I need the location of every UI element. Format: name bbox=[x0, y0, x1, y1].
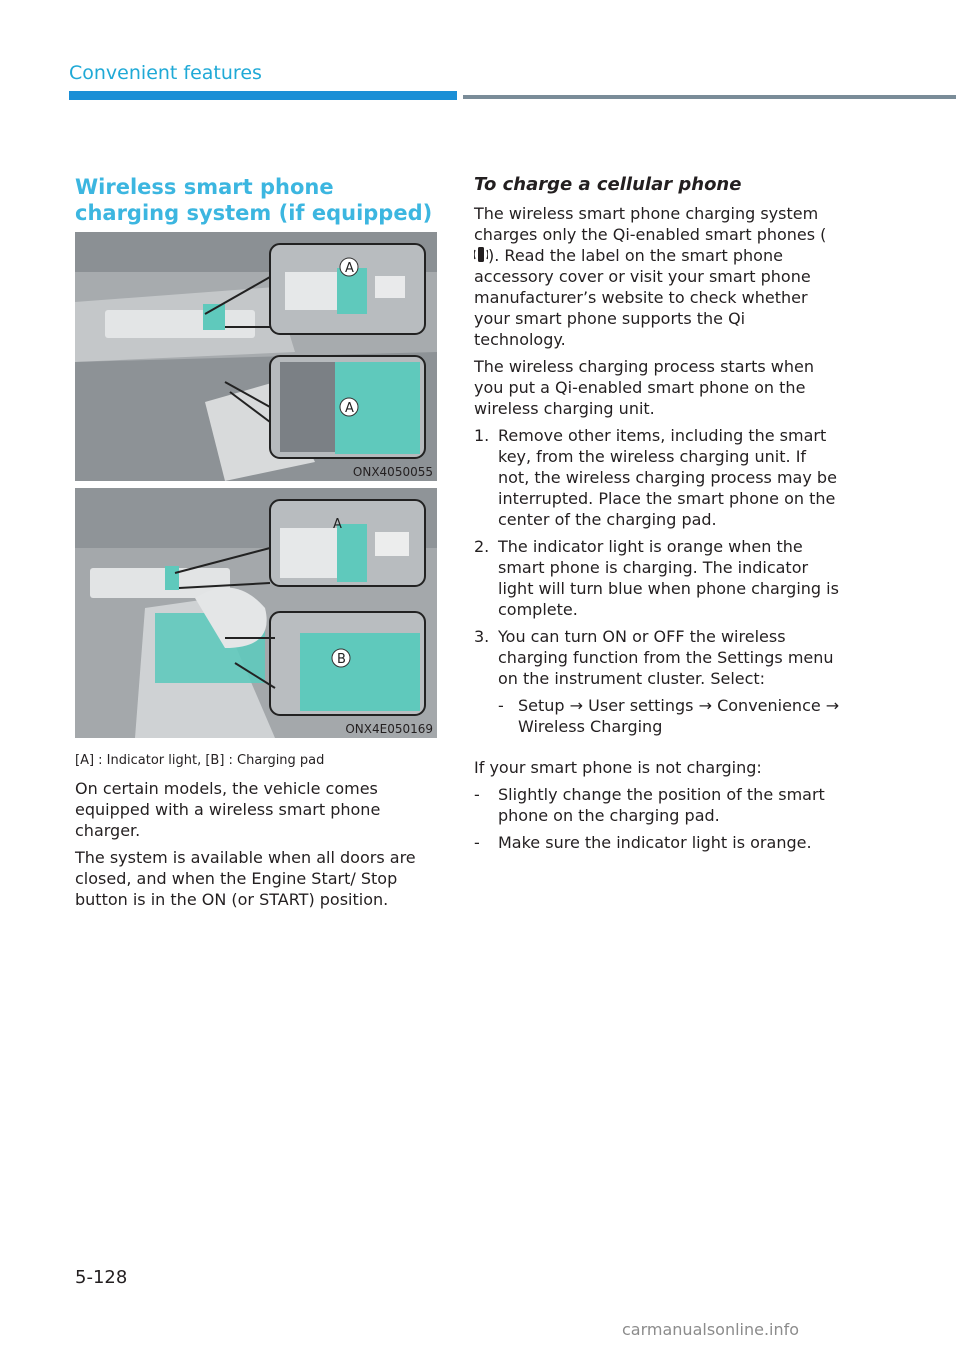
subsection-heading: To charge a cellular phone bbox=[474, 174, 742, 195]
figure1-label-a2: A bbox=[345, 401, 354, 416]
list-item bbox=[474, 425, 840, 530]
item-text: Slightly change the position of the smart phone on the charging pad. bbox=[498, 785, 825, 825]
watermark: carmanualsonline.info bbox=[622, 1320, 800, 1339]
right-body bbox=[474, 203, 840, 859]
step-number: 2. bbox=[474, 537, 490, 556]
figure1-label-a: A bbox=[345, 261, 354, 276]
step-text: The indicator light is orange when the smart phone is charging. The indicator light will turn blue when phone charging is complete. bbox=[498, 537, 839, 619]
figure2-label-a: A bbox=[333, 517, 342, 532]
item-text: Make sure the indicator light is orange. bbox=[498, 833, 812, 852]
paragraph: The wireless charging process starts when you put a Qi-enabled smart phone on the wireless charging unit. bbox=[474, 357, 814, 418]
paragraph: The system is available when all doors are closed, and when the Engine Start/ Stop button is in the ON (or START) position. bbox=[75, 848, 416, 909]
section-title: Convenient features bbox=[69, 62, 262, 84]
header-bar-gray bbox=[463, 95, 956, 99]
menu-path bbox=[474, 695, 840, 737]
paragraph: On certain models, the vehicle comes equipped with a wireless smart phone charger. bbox=[75, 779, 381, 840]
figure-indicator-light bbox=[75, 232, 437, 481]
list-item bbox=[474, 626, 840, 689]
list-item bbox=[474, 832, 840, 853]
left-body bbox=[75, 778, 435, 916]
figure-charging-pad bbox=[75, 488, 437, 738]
step-number: 3. bbox=[474, 627, 490, 646]
dash: - bbox=[498, 696, 504, 715]
paragraph-qi-before: The wireless smart phone charging system charges only the Qi-enabled smart phones ( bbox=[474, 204, 827, 244]
step-text: You can turn ON or OFF the wireless charging function from the Settings menu on the instrument cluster. Select: bbox=[498, 627, 834, 688]
step-number: 1. bbox=[474, 426, 490, 445]
figure2-code: ONX4E050169 bbox=[345, 722, 433, 736]
figure-caption: [A] : Indicator light, [B] : Charging pad bbox=[75, 753, 325, 768]
paragraph: If your smart phone is not charging: bbox=[474, 758, 762, 777]
menu-path-text: Setup → User settings → Convenience → Wireless Charging bbox=[518, 696, 840, 736]
paragraph-qi bbox=[474, 203, 840, 350]
list-item bbox=[474, 536, 840, 620]
qi-icon bbox=[474, 246, 488, 263]
step-text: Remove other items, including the smart key, from the wireless charging unit. If not, the wireless charging process may be interrupted. Place the smart phone on the center of the charging pad. bbox=[498, 426, 837, 529]
paragraph-qi-after: ). Read the label on the smart phone accessory cover or visit your smart phone manufacturer’s website to check whether your smart phone supports the Qi technology. bbox=[474, 246, 811, 349]
figure1-code: ONX4050055 bbox=[352, 465, 433, 479]
figure2-label-b: B bbox=[337, 652, 346, 667]
list-item bbox=[474, 784, 840, 826]
dash: - bbox=[474, 833, 480, 852]
section-heading: Wireless smart phone charging system (if equipped) bbox=[75, 175, 433, 225]
dash: - bbox=[474, 785, 480, 804]
page-number: 5-128 bbox=[75, 1267, 128, 1288]
header-bar-blue bbox=[69, 91, 457, 100]
